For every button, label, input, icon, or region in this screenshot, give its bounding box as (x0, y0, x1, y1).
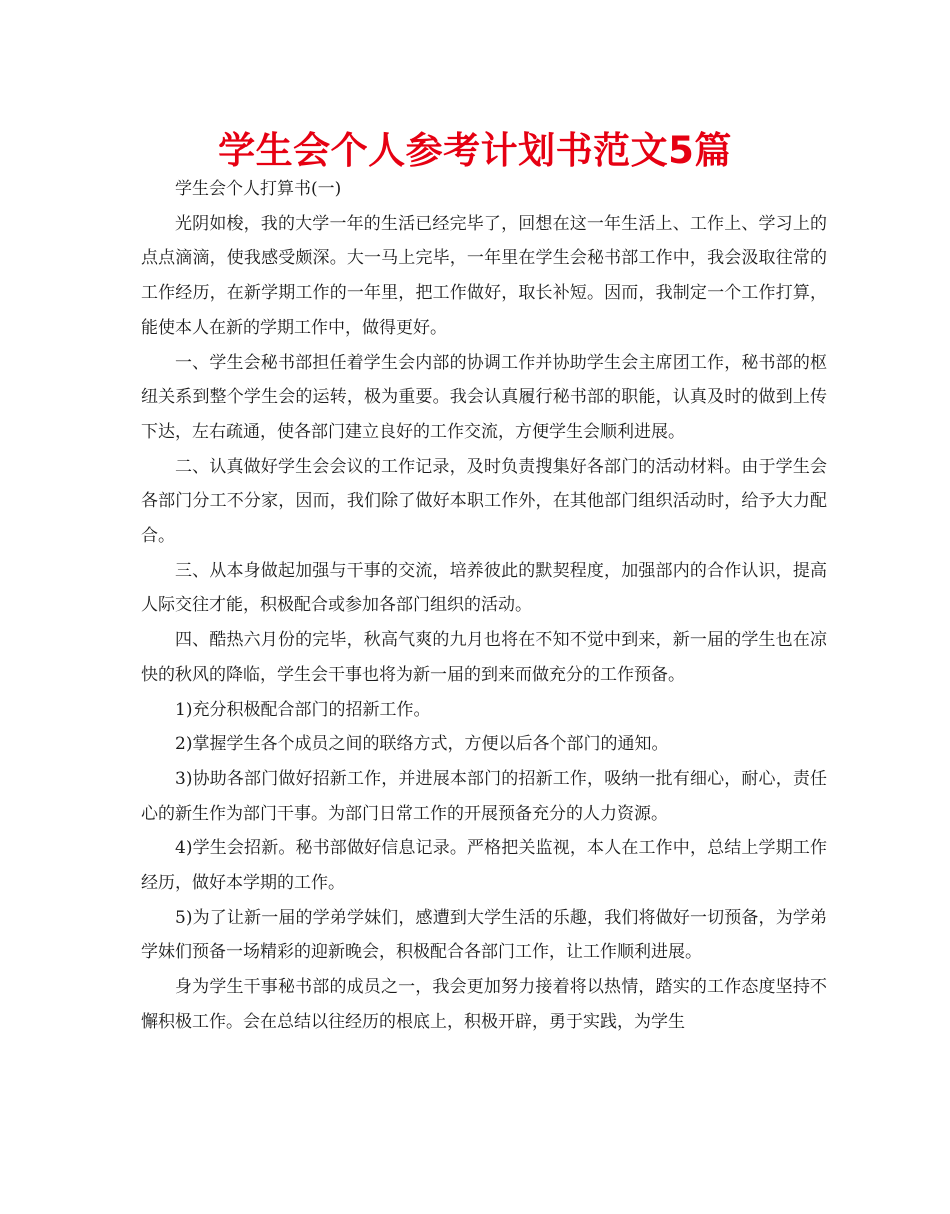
paragraph-sub-5: 5)为了让新一届的学弟学妹们，感遭到大学生活的乐趣，我们将做好一切预备，为学弟学妹们预备一场精彩的迎新晚会，积极配合各部门工作，让工作顺利进展。 (141, 907, 827, 963)
paragraph-sub-4: 4)学生会招新。秘书部做好信息记录。严格把关监视，本人在工作中，总结上学期工作经历，做好本学期的工作。 (141, 838, 827, 894)
document-title: 学生会个人参考计划书范文5篇 (218, 129, 732, 172)
paragraph-sub-2: 2)掌握学生各个成员之间的联络方式，方便以后各个部门的通知。 (175, 734, 669, 755)
paragraph-sub-1: 1)充分积极配合部门的招新工作。 (175, 699, 431, 720)
paragraph-intro: 光阴如梭，我的大学一年的生活已经完毕了，回想在这一年生活上、工作上、学习上的点点滴滴，使我感受颇深。大一马上完毕，一年里在学生会秘书部工作中，我会汲取往常的工作经历，在新学期工作的一年里，把工作做好，取长补短。因而，我制定一个工作打算，能使本人在新的学期工作中，做得更好。 (141, 213, 827, 338)
paragraph-point-4: 四、酷热六月份的完毕，秋高气爽的九月也将在不知不觉中到来，新一届的学生也在凉快的秋风的降临，学生会干事也将为新一届的到来而做充分的工作预备。 (141, 630, 827, 685)
paragraph-point-1: 一、学生会秘书部担任着学生会内部的协调工作并协助学生会主席团工作，秘书部的枢纽关系到整个学生会的运转，极为重要。我会认真履行秘书部的职能，认真及时的做到上传下达，左右疏通，使各部门建立良好的工作交流，方便学生会顺利进展。 (141, 352, 827, 442)
paragraph-point-2: 二、认真做好学生会会议的工作记录，及时负责搜集好各部门的活动材料。由于学生会各部门分工不分家，因而，我们除了做好本职工作外，在其他部门组织活动时，给予大力配合。 (141, 456, 827, 547)
paragraph-sub-3: 3)协助各部门做好招新工作，并进展本部门的招新工作，吸纳一批有细心，耐心，责任心的新生作为部门干事。为部门日常工作的开展预备充分的人力资源。 (141, 768, 827, 824)
section-subtitle: 学生会个人打算书(一) (175, 179, 342, 199)
document-body (141, 172, 827, 1040)
paragraph-point-3: 三、从本身做起加强与干事的交流，培养彼此的默契程度，加强部内的合作认识，提高人际交往才能，积极配合或参加各部门组织的活动。 (141, 560, 827, 616)
paragraph-closing: 身为学生干事秘书部的成员之一，我会更加努力接着将以热情，踏实的工作态度坚持不懈积极工作。会在总结以往经历的根底上，积极开辟，勇于实践，为学生 (141, 977, 827, 1032)
